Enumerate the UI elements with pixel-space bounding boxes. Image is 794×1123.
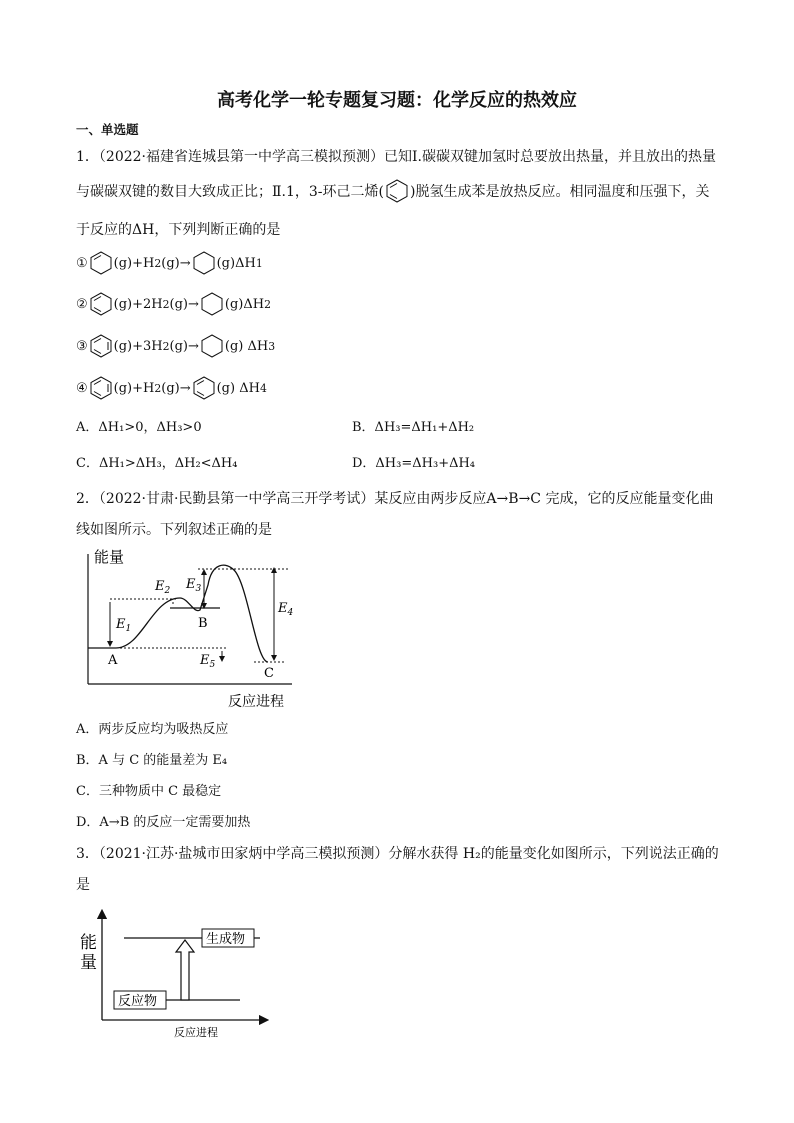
q1-eq4-dh-sub: 4	[259, 381, 267, 395]
q1-line3: 于反应的ΔH，下列判断正确的是	[76, 222, 281, 238]
x-axis-label: 反应进程	[174, 1026, 218, 1039]
q2-option-d: D．A→B 的反应一定需要加热	[76, 815, 251, 830]
q1-option-b: B．ΔH₃=ΔH₁+ΔH₂	[352, 420, 475, 435]
cyclohexane-icon	[191, 250, 217, 276]
q3-line1: 3．（2021·江苏·盐城市田家炳中学高三模拟预测）分解水获得 H₂的能量变化如图所示，下列说法正确的	[76, 846, 719, 862]
svg-text:E3: $E_3$	[186, 577, 202, 594]
cyclohexane-icon	[199, 333, 225, 359]
y-axis-label-1: 能	[80, 933, 97, 953]
q1-eq3-sub: 2	[162, 339, 170, 353]
section-heading: 一、单选题	[76, 122, 139, 137]
cyclohexadiene-icon	[191, 375, 217, 401]
energy-curve	[88, 565, 268, 662]
q1-eq4	[76, 375, 267, 401]
q3-line2: 是	[76, 877, 90, 893]
q1-line2a: 与碳碳双键的数目大致成正比；Ⅱ.1，3-环己二烯(	[76, 184, 384, 200]
q1-eq4-num: ④	[76, 380, 88, 396]
up-arrow-icon	[176, 940, 194, 1000]
q2-line1: 2．（2022·甘肃·民勤县第一中学高三开学考试）某反应由两步反应A→B→C 完成，它的反应能量变化曲	[76, 491, 714, 507]
point-a-label: A	[108, 653, 118, 668]
q2-energy-diagram	[70, 540, 310, 712]
cyclohexadiene-icon	[384, 178, 410, 204]
y-axis-label-2: 量	[80, 953, 97, 973]
q1-eq1-dh: (g)ΔH	[216, 255, 256, 271]
point-c-label: C	[264, 666, 274, 681]
q1-eq4-a: (g)+H	[113, 380, 155, 396]
q1-eq3-dh-sub: 3	[268, 339, 276, 353]
q1-eq2-a: (g)+2H	[113, 296, 163, 312]
q1-eq4-dh: (g) ΔH	[216, 380, 260, 396]
q1-eq3-num: ③	[76, 338, 88, 354]
q1-eq2-dh-sub: 2	[264, 297, 271, 311]
q2-option-c: C．三种物质中 C 最稳定	[76, 784, 222, 799]
q2-line2: 线如图所示。下列叙述正确的是	[76, 522, 272, 538]
q1-eq4-sub: 2	[154, 381, 162, 395]
reactant-label: 反应物	[118, 994, 158, 1009]
q1-eq1	[76, 250, 263, 276]
q1-eq1-sub: 2	[154, 256, 162, 270]
svg-text:E5: $E_5$	[200, 653, 216, 670]
svg-text:E4: $E_4$	[278, 601, 294, 618]
svg-text:E2: $E_2$	[155, 579, 171, 596]
q1-eq1-num: ①	[76, 255, 88, 271]
benzene-icon	[88, 375, 114, 401]
q1-line2	[76, 178, 709, 204]
q1-eq2	[76, 291, 271, 317]
q1-eq2-sub: 2	[162, 297, 170, 311]
q1-eq1-a: (g)+H	[113, 255, 155, 271]
cyclohexane-icon	[199, 291, 225, 317]
page-title: 高考化学一轮专题复习题：化学反应的热效应	[217, 90, 577, 111]
q1-eq2-dh: (g)ΔH	[224, 296, 265, 312]
q1-eq3-arrow: (g)→	[169, 338, 199, 354]
cyclohexene-icon	[88, 250, 114, 276]
q1-line2b: )脱氢生成苯是放热反应。相同温度和压强下，关	[409, 184, 710, 200]
q1-eq1-dh-sub: 1	[255, 256, 263, 270]
q1-eq4-arrow: (g)→	[161, 380, 191, 396]
q1-line1: 1．（2022·福建省连城县第一中学高三模拟预测）已知Ⅰ.碳碳双键加氢时总要放出热量，并且放出的热量	[76, 149, 716, 165]
q1-eq2-arrow: (g)→	[169, 296, 199, 312]
product-label: 生成物	[206, 932, 246, 947]
q2-option-b: B．A 与 C 的能量差为 E₄	[76, 753, 228, 768]
svg-text:E1: $E_1$	[116, 617, 132, 634]
q3-energy-diagram	[74, 908, 274, 1042]
x-axis-label: 反应进程	[228, 694, 284, 710]
q1-eq2-num: ②	[76, 296, 88, 312]
cyclohexadiene-icon	[88, 291, 114, 317]
q1-eq1-arrow: (g)→	[161, 255, 191, 271]
point-b-label: B	[198, 616, 208, 631]
q1-option-a: A．ΔH₁>0，ΔH₃>0	[76, 420, 202, 435]
y-axis-label: 能量	[94, 548, 125, 566]
q1-eq3-a: (g)+3H	[113, 338, 163, 354]
q1-option-d: D．ΔH₃=ΔH₃+ΔH₄	[352, 456, 476, 471]
q1-eq3-dh: (g) ΔH	[224, 338, 269, 354]
benzene-icon	[88, 333, 114, 359]
q1-eq3	[76, 333, 275, 359]
q2-option-a: A．两步反应均为吸热反应	[76, 722, 229, 737]
q1-option-c: C．ΔH₁>ΔH₃，ΔH₂<ΔH₄	[76, 456, 238, 471]
